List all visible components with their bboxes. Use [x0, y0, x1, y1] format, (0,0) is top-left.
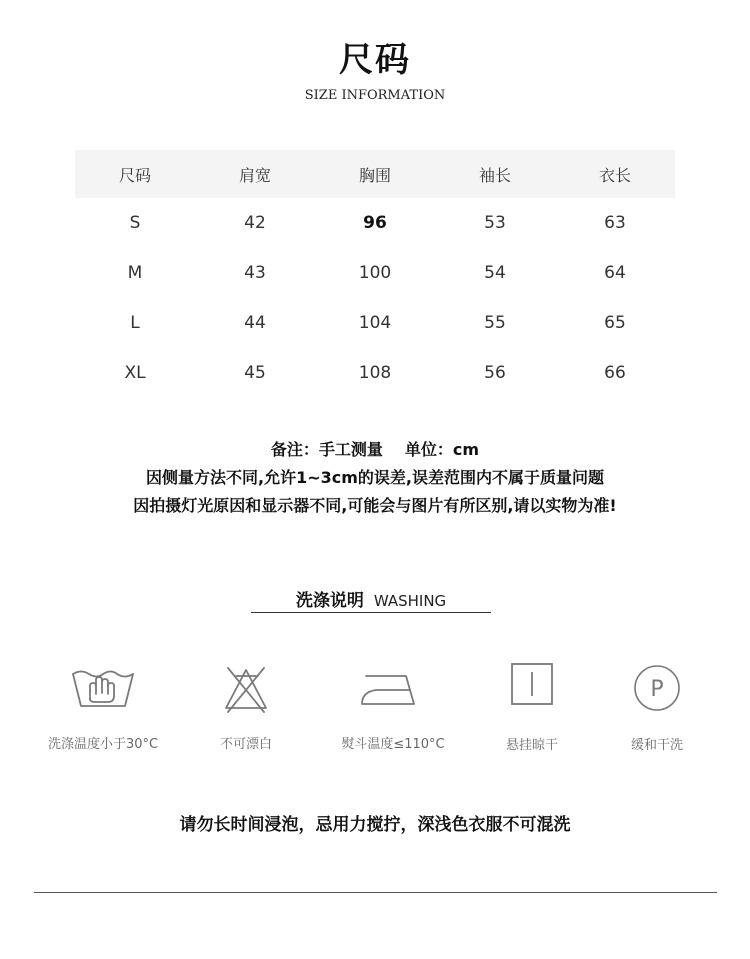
notes — [0, 436, 750, 520]
table-cell: 54 — [484, 263, 506, 283]
column-header-size: 尺码 — [118, 165, 151, 185]
table-row — [75, 298, 675, 348]
note-line-1 — [0, 436, 750, 464]
hang-dry-label: 悬挂晾干 — [505, 738, 558, 753]
column-header-shoulder: 肩宽 — [238, 165, 271, 185]
size-table — [75, 150, 675, 398]
bottom-divider — [34, 892, 717, 893]
table-cell: 55 — [484, 313, 506, 333]
table-cell: M — [127, 263, 143, 283]
page-subtitle: SIZE INFORMATION — [304, 88, 446, 103]
note-measurement: 备注：手工测量 — [270, 440, 383, 459]
dry-clean-symbol: P — [650, 677, 664, 702]
table-cell: 44 — [244, 313, 266, 333]
table-cell: 100 — [358, 263, 392, 283]
washing-title-cn: 洗涤说明 — [295, 591, 364, 611]
note-unit: 单位：cm — [404, 440, 480, 459]
note-line-2: 因侧量方法不同,允许1~3cm的误差,误差范围内不属于质量问题 — [146, 468, 604, 487]
column-header-chest: 胸围 — [358, 165, 391, 185]
column-header-sleeve: 袖长 — [478, 165, 511, 185]
table-cell: 96 — [363, 213, 387, 233]
table-cell: 66 — [604, 363, 626, 383]
washing-section-title — [251, 586, 491, 613]
table-cell: 64 — [604, 263, 626, 283]
hand-wash-label: 洗涤温度小于30°C — [47, 737, 159, 752]
column-header-length: 衣长 — [598, 165, 631, 185]
table-row — [75, 248, 675, 298]
hang-dry-icon — [510, 662, 554, 708]
table-cell: 45 — [244, 363, 266, 383]
care-instructions: 请勿长时间浸泡，忌用力搅拧，深浅色衣服不可混洗 — [179, 815, 571, 835]
iron-icon — [358, 666, 418, 710]
table-cell: 53 — [484, 213, 506, 233]
note-line-3: 因拍摄灯光原因和显示器不同,可能会与图片有所区别,请以实物为准! — [133, 496, 617, 515]
no-bleach-label: 不可漂白 — [219, 737, 272, 752]
table-cell: 63 — [604, 213, 626, 233]
page-title: 尺码 — [339, 40, 411, 80]
table-cell: 104 — [358, 313, 392, 333]
table-row — [75, 198, 675, 248]
table-cell: XL — [124, 363, 146, 383]
table-cell: L — [130, 313, 140, 333]
table-row — [75, 348, 675, 398]
size-table-header — [75, 150, 675, 198]
dry-clean-p-icon — [633, 664, 681, 712]
table-cell: 43 — [244, 263, 266, 283]
iron-label: 熨斗温度≤110°C — [341, 737, 445, 752]
table-cell: 108 — [358, 363, 392, 383]
no-bleach-icon — [222, 666, 270, 716]
hand-wash-icon — [68, 664, 138, 712]
table-cell: S — [129, 213, 141, 233]
washing-title-en: WASHING — [373, 592, 447, 610]
dry-clean-label: 缓和干洗 — [630, 738, 683, 753]
table-cell: 65 — [604, 313, 626, 333]
table-cell: 42 — [244, 213, 266, 233]
table-cell: 56 — [484, 363, 506, 383]
